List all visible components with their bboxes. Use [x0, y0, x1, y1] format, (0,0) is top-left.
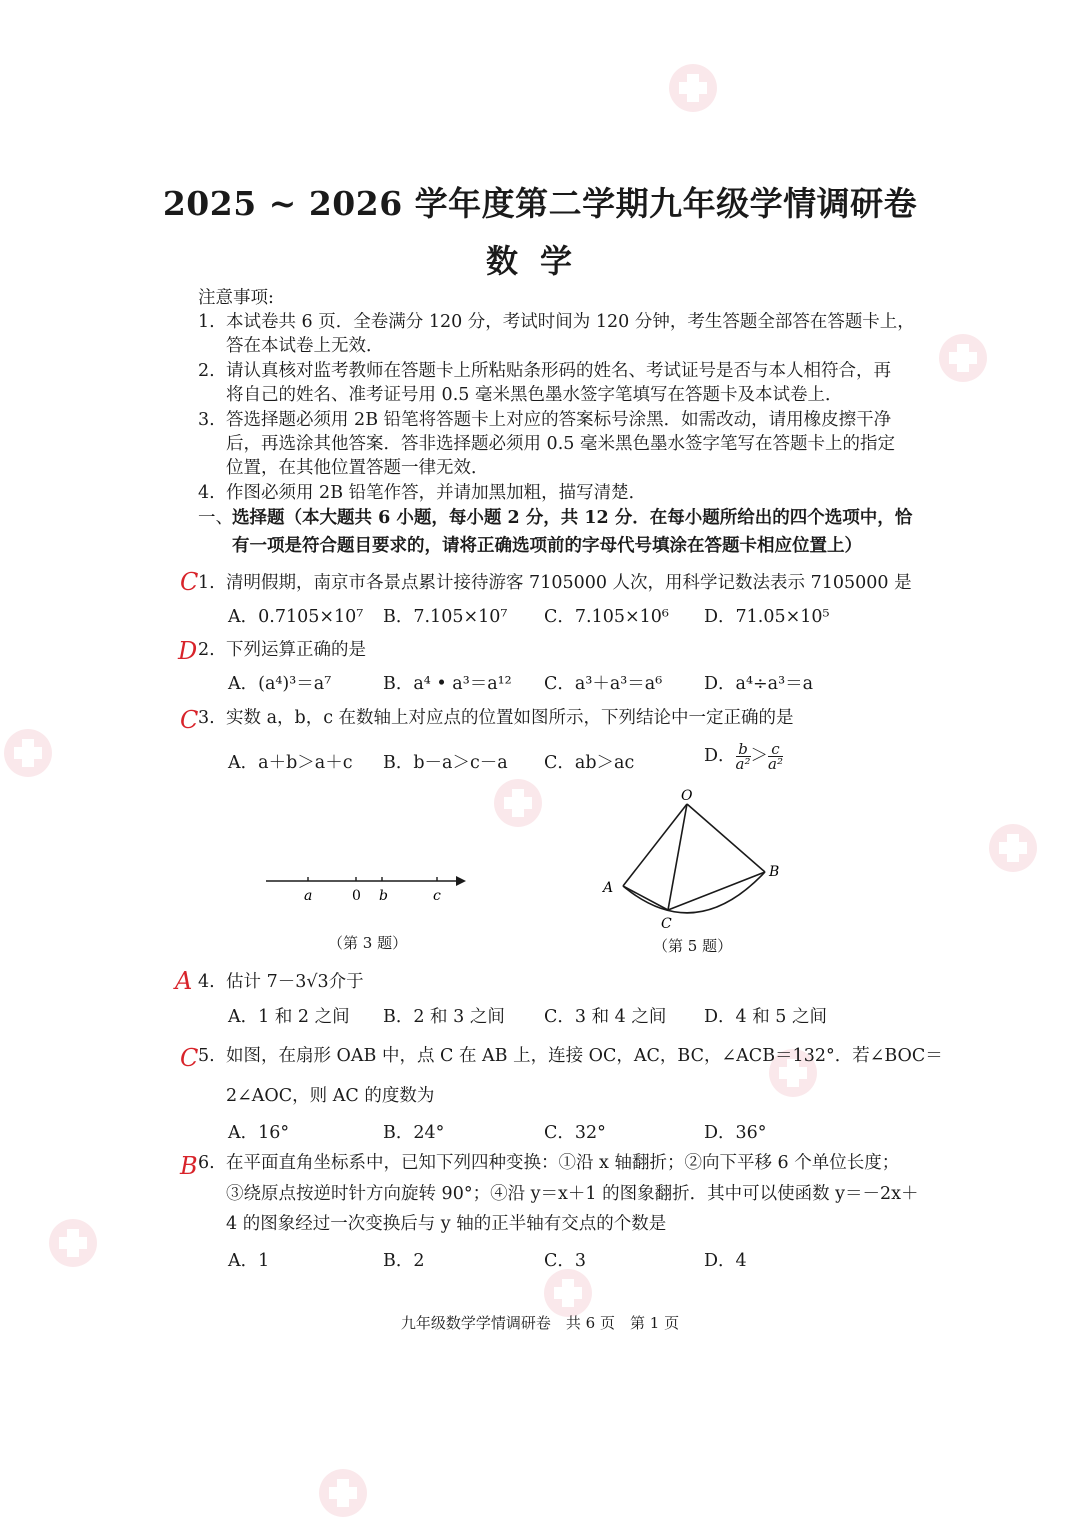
number-line-figure — [260, 866, 480, 906]
fraction — [736, 742, 751, 771]
arrow-icon — [456, 876, 466, 886]
option-c: C．a³＋a³＝a⁶ — [544, 674, 663, 694]
option-a: A．0.7105×10⁷ — [228, 607, 364, 627]
option-d: D．71.05×10⁵ — [704, 607, 830, 627]
notice-line: 将自己的姓名、准考证号用 0.5 毫米黑色墨水签字笔填写在答题卡及本试卷上． — [226, 385, 843, 405]
fraction-denominator: a² — [735, 755, 751, 773]
question-stem: 清明假期，南京市各景点累计接待游客 7105000 人次，用科学记数法表示 7105000 是 — [226, 573, 912, 593]
notice-line: 位置，在其他位置答题一律无效． — [226, 458, 489, 478]
section-lead: 一、 — [198, 508, 233, 528]
question-stem: 实数 a，b，c 在数轴上对应点的位置如图所示，下列结论中一定正确的是 — [226, 708, 794, 728]
section-line: 有一项是符合题目要求的，请将正确选项前的字母代号填涂在答题卡相应位置上） — [232, 536, 862, 556]
segment-bc — [668, 872, 765, 910]
option-a: A．(a⁴)³＝a⁷ — [228, 674, 332, 694]
option-d: D．a⁴÷a³＝a — [704, 674, 814, 694]
figure-5-caption: （第 5 题） — [653, 937, 733, 955]
option-a: A．a＋b＞a＋c — [228, 753, 353, 773]
notice-line: 后，再选涂其他答案．答非选择题必须用 0.5 毫米黑色墨水签字笔写在答题卡上的指定 — [226, 434, 895, 454]
sector-figure — [595, 786, 795, 936]
fraction — [768, 742, 783, 771]
option-a: A．1 — [228, 1251, 270, 1271]
label-b: b — [379, 888, 388, 904]
segment-ob — [687, 804, 765, 872]
option-c: C．7.105×10⁶ — [544, 607, 669, 627]
sector-arc — [623, 872, 765, 913]
segment-ac — [623, 886, 668, 910]
option-b: B．2 — [383, 1251, 425, 1271]
label-b: B — [769, 864, 780, 880]
section-line: 选择题（本大题共 6 小题，每小题 2 分，共 12 分．在每小题所给出的四个选项中，恰 — [232, 508, 913, 528]
notice-heading: 注意事项: — [198, 288, 274, 308]
answer-mark: C — [180, 1044, 199, 1072]
fraction-numerator: c — [768, 742, 783, 757]
notice-line: 请认真核对监考教师在答题卡上所粘贴条形码的姓名、考试证号是否与本人相符合，再 — [226, 361, 891, 381]
watermark-logo — [490, 775, 546, 831]
question-stem-line2: 2∠AOC，则 AC 的度数为 — [226, 1086, 435, 1106]
option-c: C．ab＞ac — [544, 753, 635, 773]
question-num: 4. — [198, 972, 215, 992]
answer-mark: C — [180, 568, 199, 596]
watermark-logo — [315, 1465, 371, 1521]
option-b: B．b－a＞c－a — [383, 753, 508, 773]
question-stem: 如图，在扇形 OAB 中，点 C 在 AB 上，连接 OC，AC，BC，∠ACB＝132°．若∠BOC＝ — [226, 1046, 943, 1066]
question-stem: 下列运算正确的是 — [226, 640, 366, 660]
option-d — [704, 742, 783, 771]
page-footer: 九年级数学学情调研卷 共 6 页 第 1 页 — [400, 1314, 680, 1332]
answer-mark: D — [178, 637, 198, 665]
notice-line: 答选择题必须用 2B 铅笔将答题卡上对应的答案标号涂黑．如需改动，请用橡皮擦干净 — [226, 410, 892, 430]
notice-num: 4. — [198, 483, 215, 503]
label-c: c — [433, 888, 441, 904]
question-num: 1. — [198, 573, 215, 593]
question-num: 3. — [198, 708, 215, 728]
notice-num: 3. — [198, 410, 215, 430]
label-o: O — [681, 788, 693, 804]
option-b: B．7.105×10⁷ — [383, 607, 508, 627]
notice-line: 本试卷共 6 页．全卷满分 120 分，考试时间为 120 分钟，考生答题全部答在答题卡上， — [226, 312, 915, 332]
label-c: C — [661, 916, 672, 932]
watermark-logo — [935, 330, 991, 386]
option-c: C．3 — [544, 1251, 587, 1271]
label-0: 0 — [352, 888, 361, 904]
option-c: C．3 和 4 之间 — [544, 1007, 667, 1027]
fraction-numerator: b — [736, 742, 751, 757]
question-num: 6. — [198, 1153, 215, 1173]
segment-oc — [668, 804, 687, 910]
option-d: D．4 — [704, 1251, 747, 1271]
segment-oa — [623, 804, 687, 886]
option-d: D．36° — [704, 1123, 767, 1143]
watermark-logo — [0, 725, 56, 781]
question-num: 2. — [198, 640, 215, 660]
watermark-logo — [665, 60, 721, 116]
subject-title: 数学 — [485, 242, 594, 280]
question-stem-line3: 4 的图象经过一次变换后与 y 轴的正半轴有交点的个数是 — [226, 1214, 667, 1234]
label-a: a — [304, 888, 313, 904]
fraction-denominator: a² — [768, 755, 783, 773]
watermark-logo — [985, 820, 1041, 876]
question-stem: 在平面直角坐标系中，已知下列四种变换：①沿 x 轴翻折；②向下平移 6 个单位长度； — [226, 1153, 900, 1173]
label-a: A — [603, 880, 614, 896]
option-b: B．a⁴ • a³＝a¹² — [383, 674, 512, 694]
option-c: C．32° — [544, 1123, 606, 1143]
notice-num: 2. — [198, 361, 215, 381]
watermark-logo — [45, 1215, 101, 1271]
notice-line: 答在本试卷上无效． — [226, 336, 384, 356]
figure-3-caption: （第 3 题） — [328, 934, 408, 952]
greater-sign: ＞ — [750, 746, 768, 766]
notice-num: 1. — [198, 312, 215, 332]
option-a: A．16° — [228, 1123, 290, 1143]
option-b: B．2 和 3 之间 — [383, 1007, 505, 1027]
option-b: B．24° — [383, 1123, 445, 1143]
option-d-label: D． — [704, 746, 736, 766]
exam-title: 2025 ~ 2026 学年度第二学期九年级学情调研卷 — [162, 184, 918, 223]
answer-mark: A — [175, 967, 193, 995]
answer-mark: C — [180, 706, 199, 734]
question-stem: 估计 7－3√3介于 — [226, 972, 364, 992]
notice-line: 作图必须用 2B 铅笔作答，并请加黑加粗，描写清楚． — [226, 483, 647, 503]
question-num: 5. — [198, 1046, 215, 1066]
answer-mark: B — [180, 1152, 198, 1180]
option-d: D．4 和 5 之间 — [704, 1007, 827, 1027]
option-a: A．1 和 2 之间 — [228, 1007, 350, 1027]
question-stem-line2: ③绕原点按逆时针方向旋转 90°；④沿 y＝x＋1 的图象翻折．其中可以使函数 y＝－2x＋ — [226, 1184, 919, 1204]
